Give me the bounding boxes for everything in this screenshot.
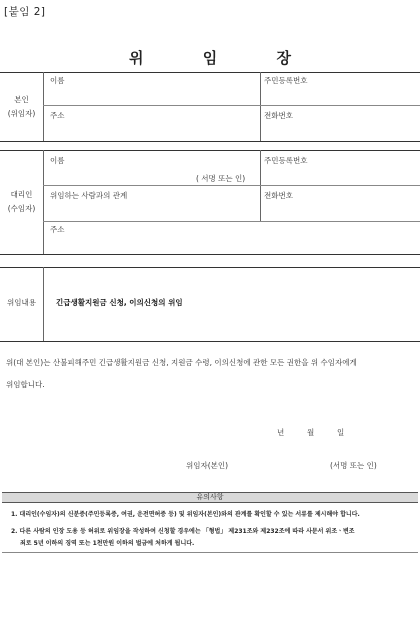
statement-line-1: 위(대 본인)는 산불피해주민 긴급생활지원금 신청, 지원금 수령, 이의신청에 관한 모든 권한을 위 수임자에게 bbox=[6, 358, 357, 367]
agent-label-column bbox=[0, 188, 43, 216]
agent-row-divider-2 bbox=[43, 221, 420, 222]
agent-border-top bbox=[0, 150, 420, 151]
mandate-border-bottom bbox=[0, 341, 420, 342]
mandate-column-divider bbox=[43, 267, 44, 341]
principal-column-divider bbox=[43, 72, 44, 141]
date-month: 월 bbox=[307, 428, 315, 437]
principal-border-bottom bbox=[0, 141, 420, 142]
agent-row-divider-1 bbox=[43, 185, 420, 186]
agent-signature-hint: ( 서명 또는 인) bbox=[196, 174, 246, 183]
principal-name-label: 이름 bbox=[50, 76, 65, 85]
mandate-content: 긴급생활지원금 신청, 이의신청의 위임 bbox=[56, 298, 183, 307]
principal-rrn-label: 주민등록번호 bbox=[264, 76, 308, 85]
signer-label: 위임자(본인) bbox=[186, 461, 229, 470]
statement-line-2: 위임합니다. bbox=[6, 380, 45, 389]
mandate-label: 위임내용 bbox=[7, 298, 36, 307]
notice-item-2-line-2: 죄로 5년 이하의 징역 또는 1천만원 이하의 벌금에 처하게 됩니다. bbox=[20, 540, 195, 547]
agent-phone-label: 전화번호 bbox=[264, 191, 293, 200]
agent-label-line1: 대리인 bbox=[10, 190, 33, 199]
signer-signature-hint: (서명 또는 인) bbox=[330, 461, 377, 470]
agent-label-line2: (수임자) bbox=[7, 204, 36, 213]
agent-border-bottom bbox=[0, 254, 420, 255]
notice-item-1: 1. 대리인(수임자)의 신분증(주민등록증, 여권, 운전면허증 등) 및 위임자(본인)와의 관계를 확인할 수 있는 서류를 제시해야 합니다. bbox=[11, 511, 360, 518]
principal-mid-divider bbox=[260, 72, 261, 141]
notice-border-bottom bbox=[2, 552, 418, 553]
principal-label-line2: (위임자) bbox=[7, 109, 36, 118]
notice-header: 유의사항 bbox=[2, 492, 418, 503]
mandate-border-top bbox=[0, 267, 420, 268]
agent-rrn-label: 주민등록번호 bbox=[264, 156, 308, 165]
agent-relation-label: 위임하는 사람과의 관계 bbox=[50, 191, 128, 200]
page-title: 위 임 장 bbox=[129, 49, 318, 67]
principal-label-column bbox=[0, 93, 43, 121]
agent-column-divider bbox=[43, 150, 44, 254]
agent-address-label: 주소 bbox=[50, 225, 65, 234]
principal-row-divider bbox=[43, 105, 420, 106]
date-year: 년 bbox=[277, 428, 285, 437]
form-border-top bbox=[0, 72, 420, 73]
principal-address-label: 주소 bbox=[50, 111, 65, 120]
date-day: 일 bbox=[337, 428, 345, 437]
notice-item-2-line-1: 2. 다른 사람의 인장 도용 등 허위로 위임장을 작성하여 신청할 경우에는 「형법」 제231조와 제232조에 따라 사문서 위조ㆍ변조 bbox=[11, 528, 355, 535]
principal-label-line1: 본인 bbox=[14, 95, 29, 104]
attachment-label: [붙임 2] bbox=[4, 6, 46, 18]
principal-phone-label: 전화번호 bbox=[264, 111, 293, 120]
agent-name-label: 이름 bbox=[50, 156, 65, 165]
